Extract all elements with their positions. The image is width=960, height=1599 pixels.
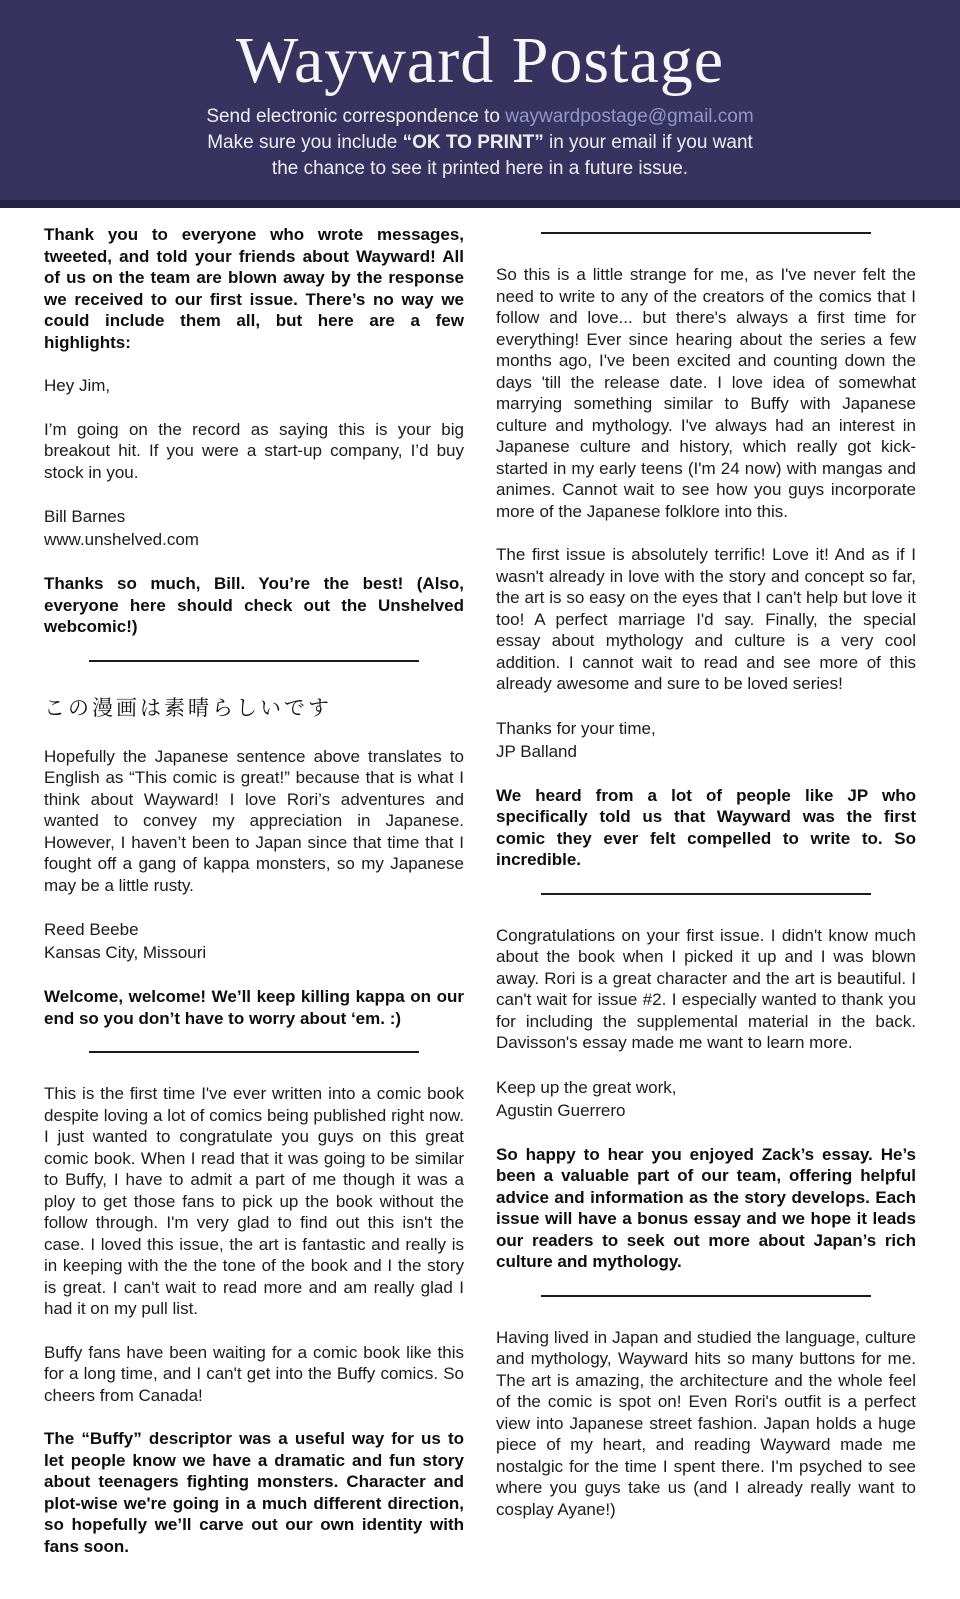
editor-response: Thanks so much, Bill. You’re the best! (Also, everyone here should check out the Unshelved webcomic!) [44,574,464,636]
letter-paragraph: Congratulations on your first issue. I didn't know much about the book when I picked it up and I was blown away. Rori is a great character and the art is beautiful. I can't wait for issue #2. I especially wanted to thank you for including the supplemental material in the back. Davisson's essay made me want to learn more. [496,925,916,1052]
future-issue-line: the chance to see it printed here in a future issue. [271,158,689,179]
correspondence-line [40,104,920,130]
editor-response: Welcome, welcome! We’ll keep killing kappa on our end so you don’t have to worry about ‘em. :) [44,987,464,1028]
page-header [0,0,960,208]
section-divider [541,1295,871,1297]
letter-paragraph: The first issue is absolutely terrific! Love it! And as if I wasn't already in love with the story and concept so far, the art is so easy on the eyes that I can't help but love it too! A perfect marriage I'd say. Finally, the special essay about mythology and culture is a very cool addition. I cannot wait to read and see more of this already awesome and sure to be loved series! [496,545,916,693]
ok-to-print-line [40,130,920,156]
letter-paragraph: So this is a little strange for me, as I've never felt the need to write to any of the creators of the comics that I follow and love... but there's always a first time for everything! Ever since hearing about the series a few months ago, I've been excited and counting down the days 'till the release date. I love idea of somewhat marrying something similar to Buffy with Japanese culture and mythology. I've always had an interest in Japanese culture and history, which really got kick-started in my early teens (I'm 24 now) with mangas and animes. Cannot wait to see how you guys incorporate more of the Japanese folklore into this. [496,265,916,521]
section-divider [89,660,419,662]
letter-paragraph: Hopefully the Japanese sentence above translates to English as “This comic is great!” because that is what I think about Wayward! I love Rori’s adventures and wanted to convey my appreciation in Japanese. However, I haven’t been to Japan since that time that I fought off a gang of kappa monsters, so my Japanese may be a little rusty. [44,746,464,895]
editor-response: So happy to hear you enjoyed Zack’s essay. He’s been a valuable part of our team, offering helpful advice and information as the story develops. Each issue will have a bonus essay and we hope it leads our readers to seek out more about Japan’s rich culture and mythology. [496,1144,916,1271]
section-divider [541,232,871,234]
letters-columns [0,208,960,1599]
editor-response: We heard from a lot of people like JP who specifically told us that Wayward was the first comic they ever felt compelled to write to. So incredible. [496,785,916,869]
letter-signature: Bill Barnes www.unshelved.com [44,507,199,549]
ok-to-print-prefix: Make sure you include [207,132,403,153]
editor-response: The “Buffy” descriptor was a useful way for us to let people know we have a dramatic and fun story about teenagers fighting monsters. Character and plot-wise we're going in a much different direction, so hopefully we’ll carve out our own identity with fans soon. [44,1429,464,1556]
letter-signature: Reed Beebe Kansas City, Missouri [44,920,207,962]
letter-signature: Thanks for your time, JP Balland [496,718,656,761]
section-divider [89,1051,419,1053]
ok-to-print-bold: “OK TO PRINT” [402,132,544,153]
email-link[interactable]: waywardpostage@gmail.com [505,106,754,127]
editor-response: Thank you to everyone who wrote messages, tweeted, and told your friends about Wayward! All of us on the team are blown away by the response we received to our first issue. There’s no way we could include them all, but here are a few highlights: [44,225,464,352]
letters-column-right [496,224,916,1579]
page-title: Wayward Postage [235,24,725,97]
letter-signature: Keep up the great work, Agustin Guerrero [496,1077,677,1120]
letter-paragraph: I’m going on the record as saying this is your big breakout hit. If you were a start-up company, I’d buy stock in you. [44,419,464,482]
letter-paragraph: This is the first time I've ever written into a comic book despite loving a lot of comics being published right now. I just wanted to congratulate you guys on this great comic book. When I read that it was going to be similar to Buffy, I have to admit a part of me though it was a ploy to get those fans to pick up the book without the follow through. I'm very glad to find out this isn't the case. I loved this issue, the art is fantastic and really is in keeping with the the tone of the book and I the story is great. I can't wait to read more and am really glad I had it on my pull list. [44,1084,464,1318]
letter-paragraph: Hey Jim, [44,376,111,395]
letter-paragraph: Buffy fans have been waiting for a comic book like this for a long time, and I can't get into the Buffy comics. So cheers from Canada! [44,1342,464,1405]
correspondence-text: Send electronic correspondence to [206,106,506,127]
section-divider [541,893,871,895]
ok-to-print-suffix: in your email if you want [543,132,753,153]
japanese-heading: この漫画は素晴らしいです [44,696,332,720]
letters-column-left [44,224,464,1579]
letter-paragraph: Having lived in Japan and studied the language, culture and mythology, Wayward hits so many buttons for me. The art is amazing, the architecture and the whole feel of the comic is spot on! Even Rori's outfit is a perfect view into Japanese street fashion. Japan holds a huge piece of my heart, and reading Wayward made me nostalgic for the time I spent there. I'm psyched to see where you guys take us (and I already really want to cosplay Ayane!) [496,1327,916,1519]
